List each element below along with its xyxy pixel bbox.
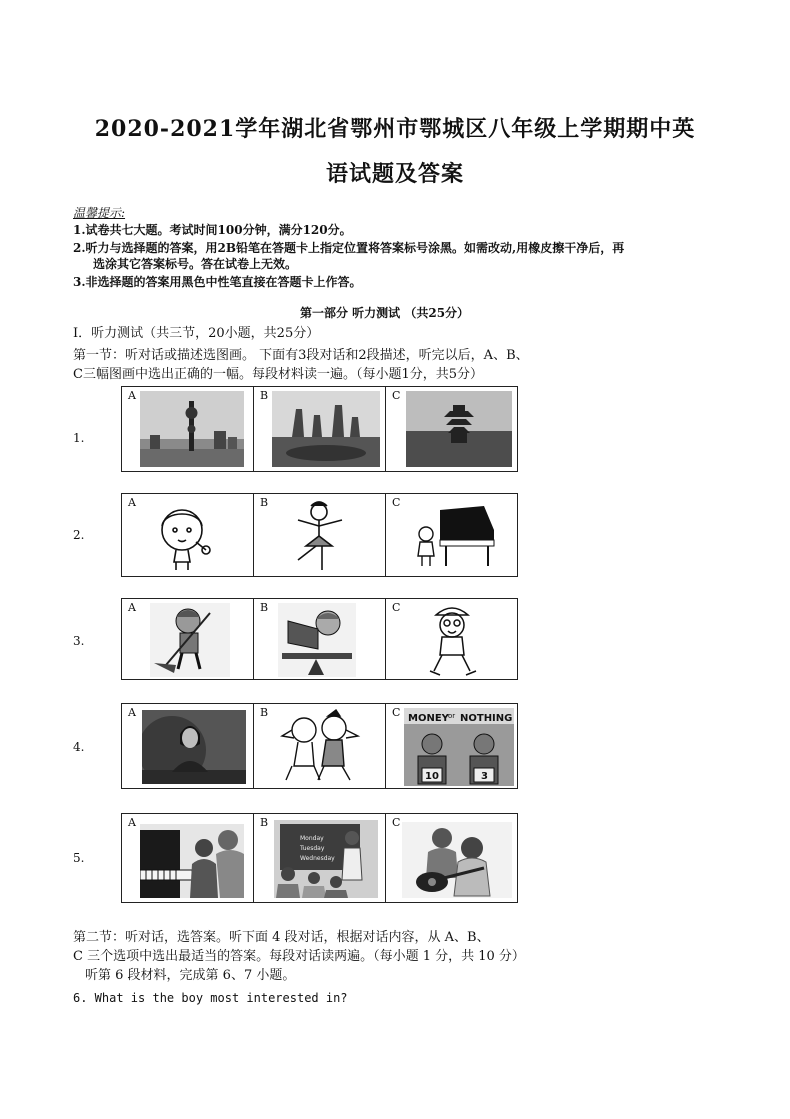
cartoon-ducks-drawing-icon [274,708,364,786]
question-2-options [121,493,518,577]
board-line-3: Wednesday [300,855,335,862]
option-label: C [392,816,401,829]
pagoda-photo-icon [406,391,512,467]
ruins-photo-icon [272,391,380,467]
question-1-options [121,386,518,472]
tv-tower-photo-icon [140,391,244,467]
section1-instruction-1: 第一节：听对话或描述选图画。 下面有3段对话和2段描述，听完以后，A、B、 [73,348,529,363]
tip-item-2: 2.听力与选择题的答案，用2B铅笔在答题卡上指定位置将答案标号涂黑。如需改动,用橡皮擦干净后，再 [73,241,625,255]
option-b[interactable] [254,814,386,902]
option-label: B [260,816,269,829]
option-a[interactable] [122,599,254,679]
tip-item-1: 1.试卷共七大题。考试时间100分钟，满分120分。 [73,223,352,237]
listening-section-title: Ⅰ．听力测试（共三节，20小题，共25分） [73,326,320,341]
option-c[interactable] [386,494,517,576]
news-anchor-photo-icon [142,710,246,784]
question-5-number: 5. [73,851,85,865]
option-b[interactable] [254,494,386,576]
tips-heading: 温馨提示: [73,206,126,220]
option-b[interactable] [254,704,386,788]
question-4-number: 4. [73,740,85,754]
section1-instruction-2: C三幅图画中选出正确的一幅。每段材料读一遍。（每小题1分，共5分） [73,367,483,382]
option-b[interactable] [254,387,386,471]
option-label: B [260,601,269,614]
option-label: B [260,389,269,402]
option-label: A [128,816,136,829]
option-label: B [260,706,269,719]
piano-girl-drawing-icon [412,500,496,572]
part1-heading: 第一部分 听力测试 （共25分） [300,306,470,320]
board-line-2: Tuesday [300,845,325,852]
option-b[interactable] [254,599,386,679]
option-c[interactable] [386,814,517,902]
option-label: A [128,389,136,402]
hiking-boy-drawing-icon [420,601,484,679]
option-a[interactable] [122,814,254,902]
computer-boy-drawing-icon [278,603,356,677]
option-label: C [392,389,401,402]
option-a[interactable] [122,494,254,576]
tip-item-2-cont: 选涂其它答案标号。答在试卷上无效。 [93,257,298,271]
board-line-1: Monday [300,835,324,842]
ballet-girl-drawing-icon [284,498,354,574]
option-label: A [128,601,136,614]
question-2-number: 2. [73,528,85,542]
score-right: 3 [481,771,488,782]
section2-instruction-3: 听第 6 段材料，完成第 6、7 小题。 [85,968,296,983]
piano-lesson-photo-icon [140,824,244,898]
game-show-title-left: MONEY [408,713,449,724]
option-c[interactable] [386,387,517,471]
page-title-line-2: 语试题及答案 [325,161,464,187]
singing-girl-drawing-icon [146,500,222,572]
question-6-text: 6. What is the boy most interested in? [73,991,348,1005]
option-label: C [392,496,401,509]
option-a[interactable] [122,704,254,788]
option-c[interactable] [386,704,517,788]
question-4-options [121,703,518,789]
option-a[interactable] [122,387,254,471]
question-1-number: 1. [73,431,85,445]
game-show-title-mid: or [448,712,456,720]
question-5-options [121,813,518,903]
section2-instruction-1: 第二节：听对话，选答案。听下面 4 段对话，根据对话内容，从 A、B、 [73,930,490,945]
score-left: 10 [425,771,439,782]
option-label: B [260,496,269,509]
question-3-options [121,598,518,680]
guitar-photo-icon [402,822,512,898]
option-label: C [392,601,401,614]
sweeping-boy-drawing-icon [150,603,230,677]
option-label: A [128,706,136,719]
option-label: A [128,496,136,509]
page-title-line-1: 2020-2021学年湖北省鄂州市鄂城区八年级上学期期中英 [94,116,696,142]
option-c[interactable] [386,599,517,679]
classroom-photo-icon [274,820,378,898]
option-label: C [392,706,401,719]
game-show-title-right: NOTHING [460,713,513,724]
section2-instruction-2: C 三个选项中选出最适当的答案。每段对话读两遍。（每小题 1 分，共 10 分） [73,949,525,964]
question-3-number: 3. [73,634,85,648]
tip-item-3: 3.非选择题的答案用黑色中性笔直接在答题卡上作答。 [73,275,362,289]
game-show-drawing-icon [404,708,514,786]
